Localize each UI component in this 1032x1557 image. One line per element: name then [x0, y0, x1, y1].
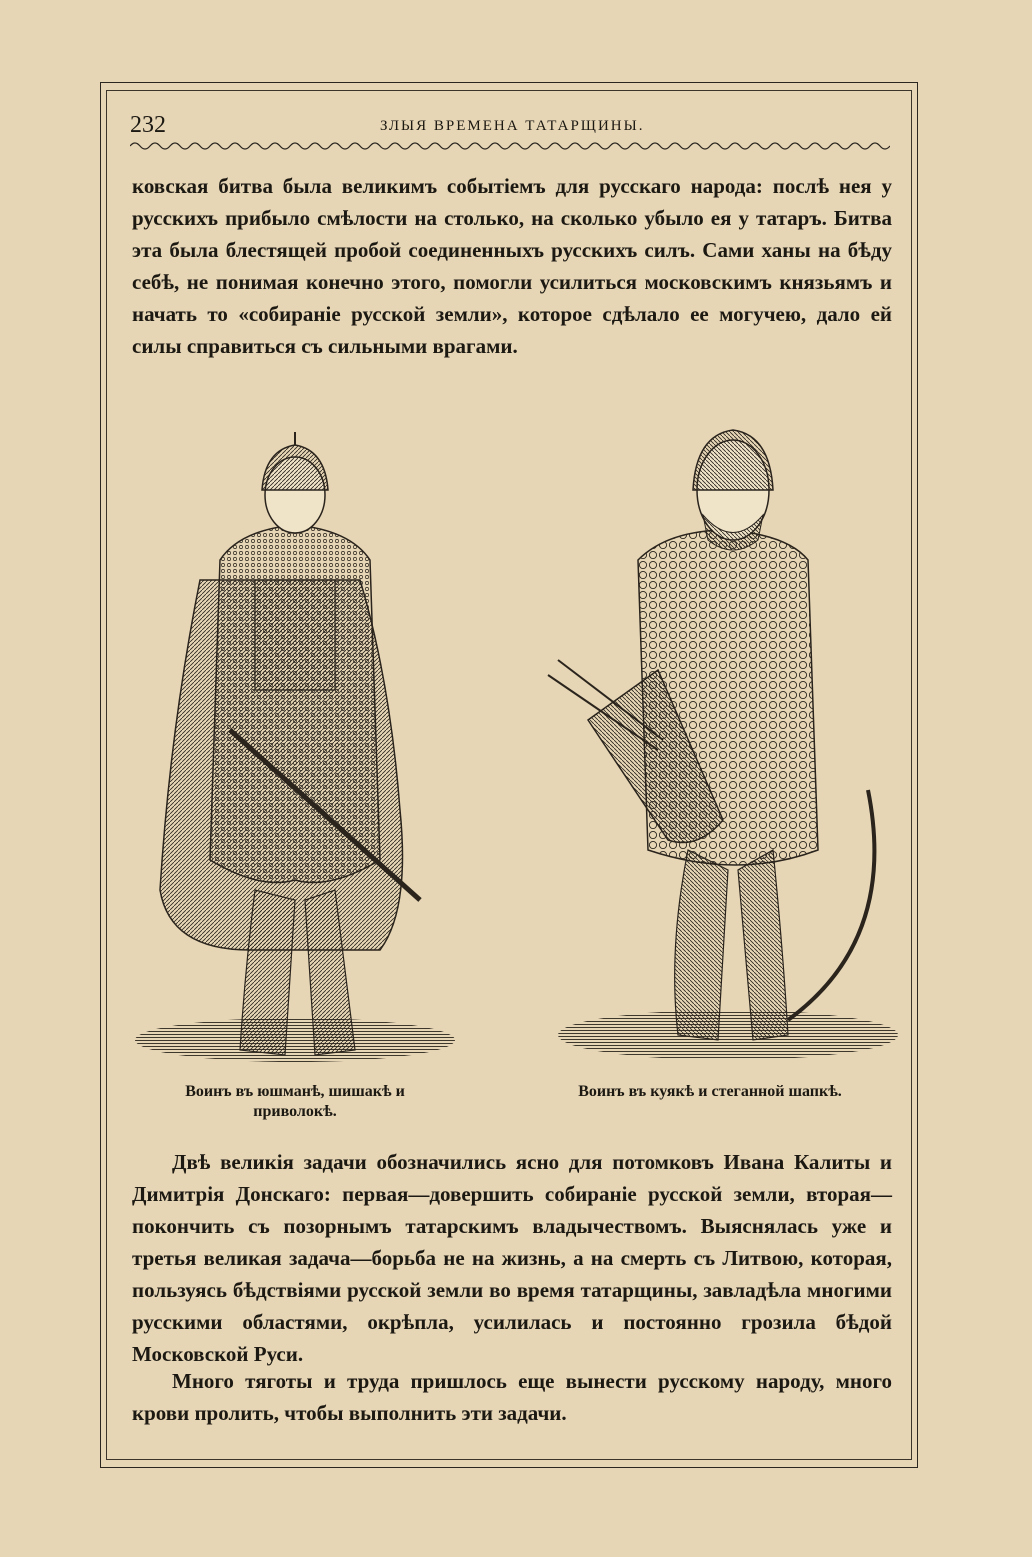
- paragraph-3: Много тяготы и труда пришлось еще вынести русскому народу, много крови пролить, чтобы выполнить эти задачи.: [132, 1369, 892, 1425]
- paragraph-2: Двѣ великія задачи обозначились ясно для потомковъ Ивана Калиты и Димитрія Донскаго: первая—довершить собираніе русской земли, вторая—покончить съ позорнымъ татарскимъ владычествомъ. Выяснялась уже и третья великая задача—борьба не на жизнь, а на смерть съ Литвою, которая, пользуясь бѣдствіями русской земли во время татарщины, завладѣла многими русскими областями, окрѣпла, усилилась и постоянно грозила бѣдой Московской Руси.: [132, 1150, 892, 1366]
- running-title: ЗЛЫЯ ВРЕМЕНА ТАТАРЩИНЫ.: [380, 118, 645, 134]
- wavy-rule: [130, 140, 890, 152]
- caption-right: Воинъ въ куякѣ и стеганной шапкѣ.: [578, 1083, 842, 1100]
- warrior-right-illustration: [538, 420, 898, 1065]
- page-number: 232: [130, 112, 166, 138]
- warrior-left-illustration: [130, 430, 460, 1070]
- caption-left: Воинъ въ юшманѣ, шишакѣ и приволокѣ.: [185, 1083, 405, 1120]
- paragraph-1: ковская битва была великимъ событіемъ для русскаго народа: послѣ нея у русскихъ прибыло смѣлости на столько, на сколько убыло ея у татаръ. Битва эта была блестящей пробой соединенныхъ русскихъ силъ. Сами ханы на бѣду себѣ, не понимая конечно этого, помогли усилиться московскимъ князьямъ и начать то «собираніе русской земли», которое сдѣлало ее могучею, дало ей силы справиться съ сильными врагами.: [132, 174, 892, 358]
